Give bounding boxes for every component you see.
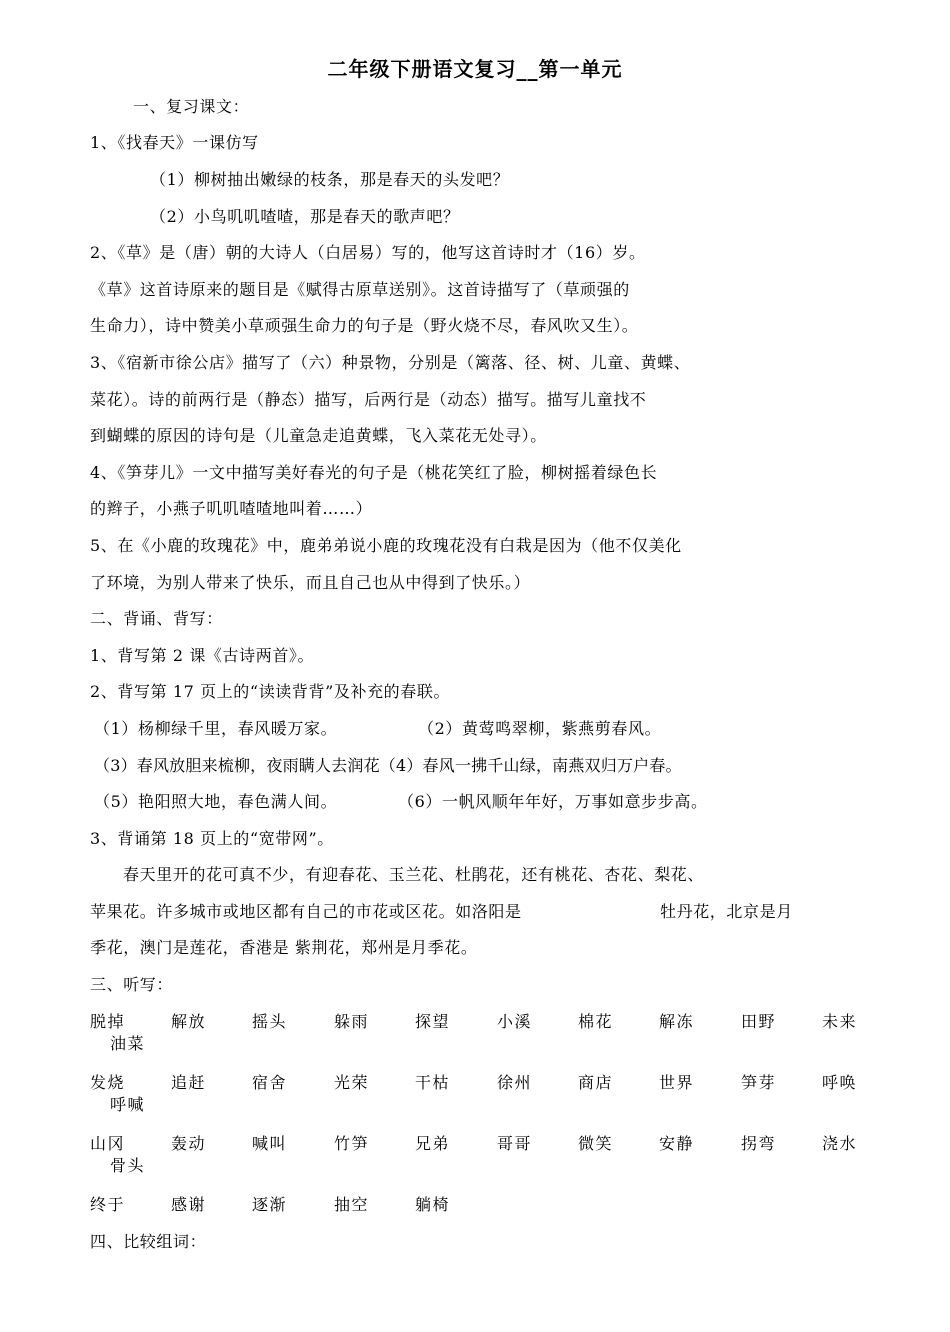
dictation-word: 终于 [90, 1195, 126, 1214]
dictation-word: 躲雨 [334, 1012, 370, 1031]
dictation-word: 躺椅 [415, 1195, 451, 1214]
dictation-word: 解冻 [659, 1012, 695, 1031]
page-title: 二年级下册语文复习__第一单元 [327, 57, 623, 81]
item-2-line-1: 2、《草》是（唐）朝的大诗人（白居易）写的，他写这首诗时才（16）岁。 [90, 243, 646, 262]
dictation-word: 追赶 [171, 1073, 207, 1092]
dictation-word: 微笑 [578, 1134, 614, 1153]
dictation-word: 光荣 [334, 1073, 370, 1092]
section-heading-dictation: 三、听写： [90, 975, 174, 994]
couplet-1: （1）杨柳绿千里，春风暖万家。 [94, 719, 338, 738]
item-1-sub-2: （2）小鸟叽叽喳喳，那是春天的歌声吧？ [150, 207, 460, 226]
item-5-line-1: 5、在《小鹿的玫瑰花》中，鹿弟弟说小鹿的玫瑰花没有白栽是因为（他不仅美化 [90, 536, 682, 555]
section-heading-review: 一、复习课文： [133, 97, 250, 116]
dictation-word: 呼喊 [110, 1095, 146, 1114]
dictation-word: 宿舍 [252, 1073, 288, 1092]
passage-line-2-part-2: 牡丹花，北京是月 [660, 902, 793, 921]
dictation-word: 抽空 [334, 1195, 370, 1214]
dictation-word: 哥哥 [497, 1134, 533, 1153]
item-4-line-1: 4、《笋芽儿》一文中描写美好春光的句子是（桃花笑红了脸，柳树摇着绿色长 [90, 463, 658, 482]
dictation-word: 脱掉 [90, 1012, 126, 1031]
dictation-word: 竹笋 [334, 1134, 370, 1153]
item-3-line-1: 3、《宿新市徐公店》描写了（六）种景物，分别是（篱落、径、树、儿童、黄蝶、 [90, 353, 691, 372]
section-heading-compare: 四、比较组词： [90, 1232, 207, 1251]
recite-item-2: 2、背写第 17 页上的“读读背背”及补充的春联。 [90, 682, 451, 701]
dictation-word: 徐州 [497, 1073, 533, 1092]
item-1-sub-1: （1）柳树抽出嫩绿的枝条，那是春天的头发吧？ [150, 170, 510, 189]
dictation-word: 轰动 [171, 1134, 207, 1153]
dictation-word: 呼唤 [822, 1073, 858, 1092]
dictation-word: 商店 [578, 1073, 614, 1092]
dictation-word: 发烧 [90, 1073, 126, 1092]
recite-item-3: 3、背诵第 18 页上的“宽带网”。 [90, 829, 334, 848]
dictation-word: 逐渐 [252, 1195, 288, 1214]
dictation-word: 干枯 [415, 1073, 451, 1092]
dictation-word: 浇水 [822, 1134, 858, 1153]
couplet-2: （2）黄莺鸣翠柳，紫燕剪春风。 [418, 719, 662, 738]
dictation-word: 未来 [822, 1012, 858, 1031]
dictation-word: 骨头 [110, 1156, 146, 1175]
item-5-line-2: 了环境，为别人带来了快乐，而且自己也从中得到了快乐。） [90, 573, 531, 592]
passage-line-2-part-1: 苹果花。许多城市或地区都有自己的市花或区花。如洛阳是 [90, 902, 522, 921]
couplet-6: （6）一帆风顺年年好，万事如意步步高。 [398, 792, 708, 811]
item-2-line-2: 《草》这首诗原来的题目是《赋得古原草送别》。这首诗描写了（草顽强的 [90, 280, 630, 299]
item-3-line-2: 菜花）。诗的前两行是（静态）描写，后两行是（动态）描写。描写儿童找不 [90, 390, 647, 409]
dictation-word: 探望 [415, 1012, 451, 1031]
item-4-line-2: 的辫子，小燕子叽叽喳喳地叫着……） [90, 499, 373, 518]
item-1: 1、《找春天》一课仿写 [90, 133, 259, 152]
dictation-word: 安静 [659, 1134, 695, 1153]
dictation-word: 拐弯 [741, 1134, 777, 1153]
dictation-word: 棉花 [578, 1012, 614, 1031]
couplet-5: （5）艳阳照大地，春色满人间。 [94, 792, 338, 811]
passage-line-1: 春天里开的花可真不少，有迎春花、玉兰花、杜鹃花，还有桃花、杏花、梨花、 [123, 865, 705, 884]
dictation-word: 喊叫 [252, 1134, 288, 1153]
item-2-line-3: 生命力），诗中赞美小草顽强生命力的句子是（野火烧不尽，春风吹又生）。 [90, 316, 639, 335]
dictation-word: 摇头 [252, 1012, 288, 1031]
dictation-word: 解放 [171, 1012, 207, 1031]
dictation-word: 田野 [741, 1012, 777, 1031]
dictation-word: 感谢 [171, 1195, 207, 1214]
section-heading-recite: 二、背诵、背写： [90, 609, 223, 628]
couplet-3-4: （3）春风放胆来梳柳，夜雨瞒人去润花（4）春风一拂千山绿，南燕双归万户春。 [94, 756, 682, 775]
dictation-word: 兄弟 [415, 1134, 451, 1153]
dictation-word: 世界 [659, 1073, 695, 1092]
item-3-line-3: 到蝴蝶的原因的诗句是（儿童急走追黄蝶，飞入菜花无处寻）。 [90, 426, 547, 445]
dictation-word: 油菜 [110, 1034, 146, 1053]
dictation-word: 笋芽 [741, 1073, 777, 1092]
dictation-word: 山冈 [90, 1134, 126, 1153]
passage-line-3: 季花，澳门是莲花，香港是 紫荆花，郑州是月季花。 [90, 938, 478, 957]
dictation-word: 小溪 [497, 1012, 533, 1031]
recite-item-1: 1、背写第 2 课《古诗两首》。 [90, 646, 315, 665]
